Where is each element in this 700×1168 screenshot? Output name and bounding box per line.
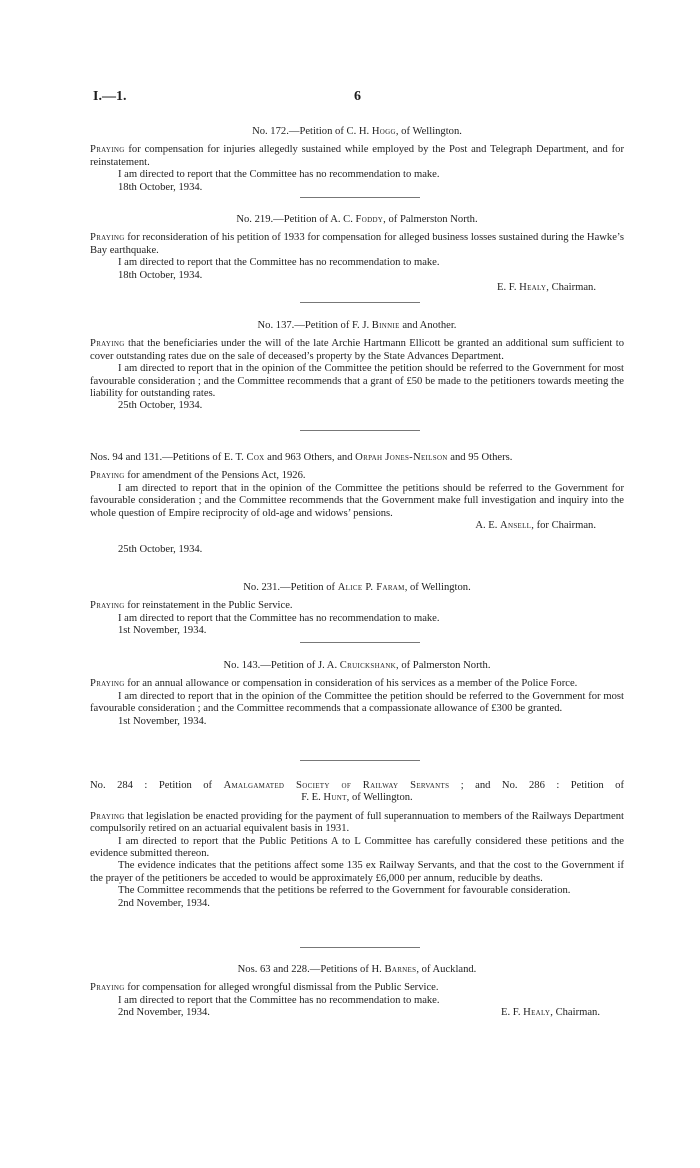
section-divider — [300, 642, 420, 643]
report-date: 18th October, 1934. — [118, 181, 203, 193]
petition-94-131 — [90, 452, 624, 557]
chairman-signature: E. F. Healy, Chairman. — [501, 1007, 600, 1019]
report-date: 1st November, 1934. — [118, 625, 207, 637]
committee-report: I am directed to report that the Public Petitions A to L Committee has carefully considered these petitions and the evidence submitted thereon. — [90, 835, 624, 860]
committee-report: I am directed to report that the Committee has no recommendation to make. — [118, 257, 440, 269]
section-divider — [300, 947, 420, 948]
report-date: 25th October, 1934. — [118, 400, 203, 412]
chairman-signature: E. F. Healy, Chairman. — [497, 282, 596, 294]
committee-report: I am directed to report that in the opinion of the Committee the petition should be referred to the Government for most favourable consideration ; and the Committee recommends that a grant of £50 be made to the petitioners towards meeting the liability for outstanding rates. — [90, 363, 624, 400]
committee-report: I am directed to report that the Committee has no recommendation to make. — [118, 169, 440, 181]
petition-219 — [90, 214, 624, 294]
petition-231 — [90, 582, 624, 638]
petition-title: No. 284 : Petition of Amalgamated Society of Railway Servants ; and No. 286 : Petition of — [90, 780, 625, 791]
petition-prayer: Praying that legislation be enacted providing for the payment of full superannuation to members of the Railways Department compulsorily retired on an actuarial equivalent basis in 1931. — [90, 810, 624, 835]
committee-report: I am directed to report that in the opinion of the Committee the petitions should be referred to the Government for favourable consideration ; and the Committee recommends that the Government make full investigation and inquiry into the whole question of Empire reciprocity of old-age and widows’ pensions. — [90, 482, 624, 519]
petition-title: Nos. 94 and 131.—Petitions of E. T. Cox and 963 Others, and Orpah Jones-Neilson and 95 Others. — [90, 452, 513, 463]
report-date: 2nd November, 1934. — [118, 897, 210, 909]
petition-172 — [90, 126, 624, 194]
page-number: 6 — [354, 89, 361, 104]
petition-prayer: Praying for reinstatement in the Public Service. — [90, 600, 293, 612]
section-divider — [300, 197, 420, 198]
report-date: 18th October, 1934. — [118, 269, 203, 281]
petition-284-286 — [90, 780, 624, 910]
petition-prayer: Praying that the beneficiaries under the will of the late Archie Hartmann Ellicott be granted an additional sum sufficient to cover outstanding rates due on the sale of deceased’s property by the State Advances Department. — [90, 338, 624, 362]
chairman-signature: A. E. Ansell, for Chairman. — [475, 520, 596, 532]
section-divider — [300, 760, 420, 761]
petition-prayer: Praying for compensation for injuries allegedly sustained while employed by the Post and Telegraph Department, and for reinstatement. — [90, 144, 624, 168]
committee-recommendation: The Committee recommends that the petitions be referred to the Government for favourable consideration. — [118, 885, 571, 897]
petition-title: No. 143.—Petition of J. A. Cruickshank, of Palmerston North. — [223, 660, 491, 671]
committee-report: I am directed to report that in the opinion of the Committee the petition should be referred to the Government for most favourable consideration ; and the Committee recommends that a compassionate allowance of £300 be granted. — [90, 690, 624, 715]
petition-title: No. 172.—Petition of C. H. Hogg, of Wellington. — [252, 126, 462, 137]
petition-63-228 — [90, 964, 624, 1020]
section-divider — [300, 430, 420, 431]
petition-title-continued: F. E. Hunt, of Wellington. — [301, 792, 413, 804]
committee-evidence: The evidence indicates that the petitions affect some 135 ex Railway Servants, and that the cost to the Government if the prayer of the petitioners be acceded to would be approximately £6,000 per annum, reducible by deaths. — [90, 860, 624, 884]
petition-title: No. 231.—Petition of Alice P. Faram, of Wellington. — [243, 582, 471, 593]
petition-prayer: Praying for amendment of the Pensions Act, 1926. — [90, 470, 306, 482]
petition-prayer: Praying for compensation for alleged wrongful dismissal from the Public Service. — [90, 982, 439, 994]
petition-title: No. 219.—Petition of A. C. Foddy, of Palmerston North. — [236, 214, 478, 225]
petition-prayer: Praying for an annual allowance or compensation in consideration of his services as a member of the Police Force. — [90, 678, 578, 690]
report-date: 25th October, 1934. — [118, 544, 203, 556]
section-divider — [300, 302, 420, 303]
committee-report: I am directed to report that the Committee has no recommendation to make. — [118, 994, 440, 1006]
report-date: 2nd November, 1934. — [118, 1007, 210, 1019]
petition-137 — [90, 320, 624, 413]
petition-title: Nos. 63 and 228.—Petitions of H. Barnes, of Auckland. — [237, 964, 477, 975]
document-reference: I.—1. — [93, 89, 127, 104]
petition-title: No. 137.—Petition of F. J. Binnie and Another. — [257, 320, 457, 331]
committee-report: I am directed to report that the Committee has no recommendation to make. — [118, 612, 440, 624]
report-date: 1st November, 1934. — [118, 715, 207, 727]
petition-prayer: Praying for reconsideration of his petition of 1933 for compensation for alleged business losses sustained during the Hawke’s Bay earthquake. — [90, 232, 624, 256]
petition-143 — [90, 660, 624, 728]
